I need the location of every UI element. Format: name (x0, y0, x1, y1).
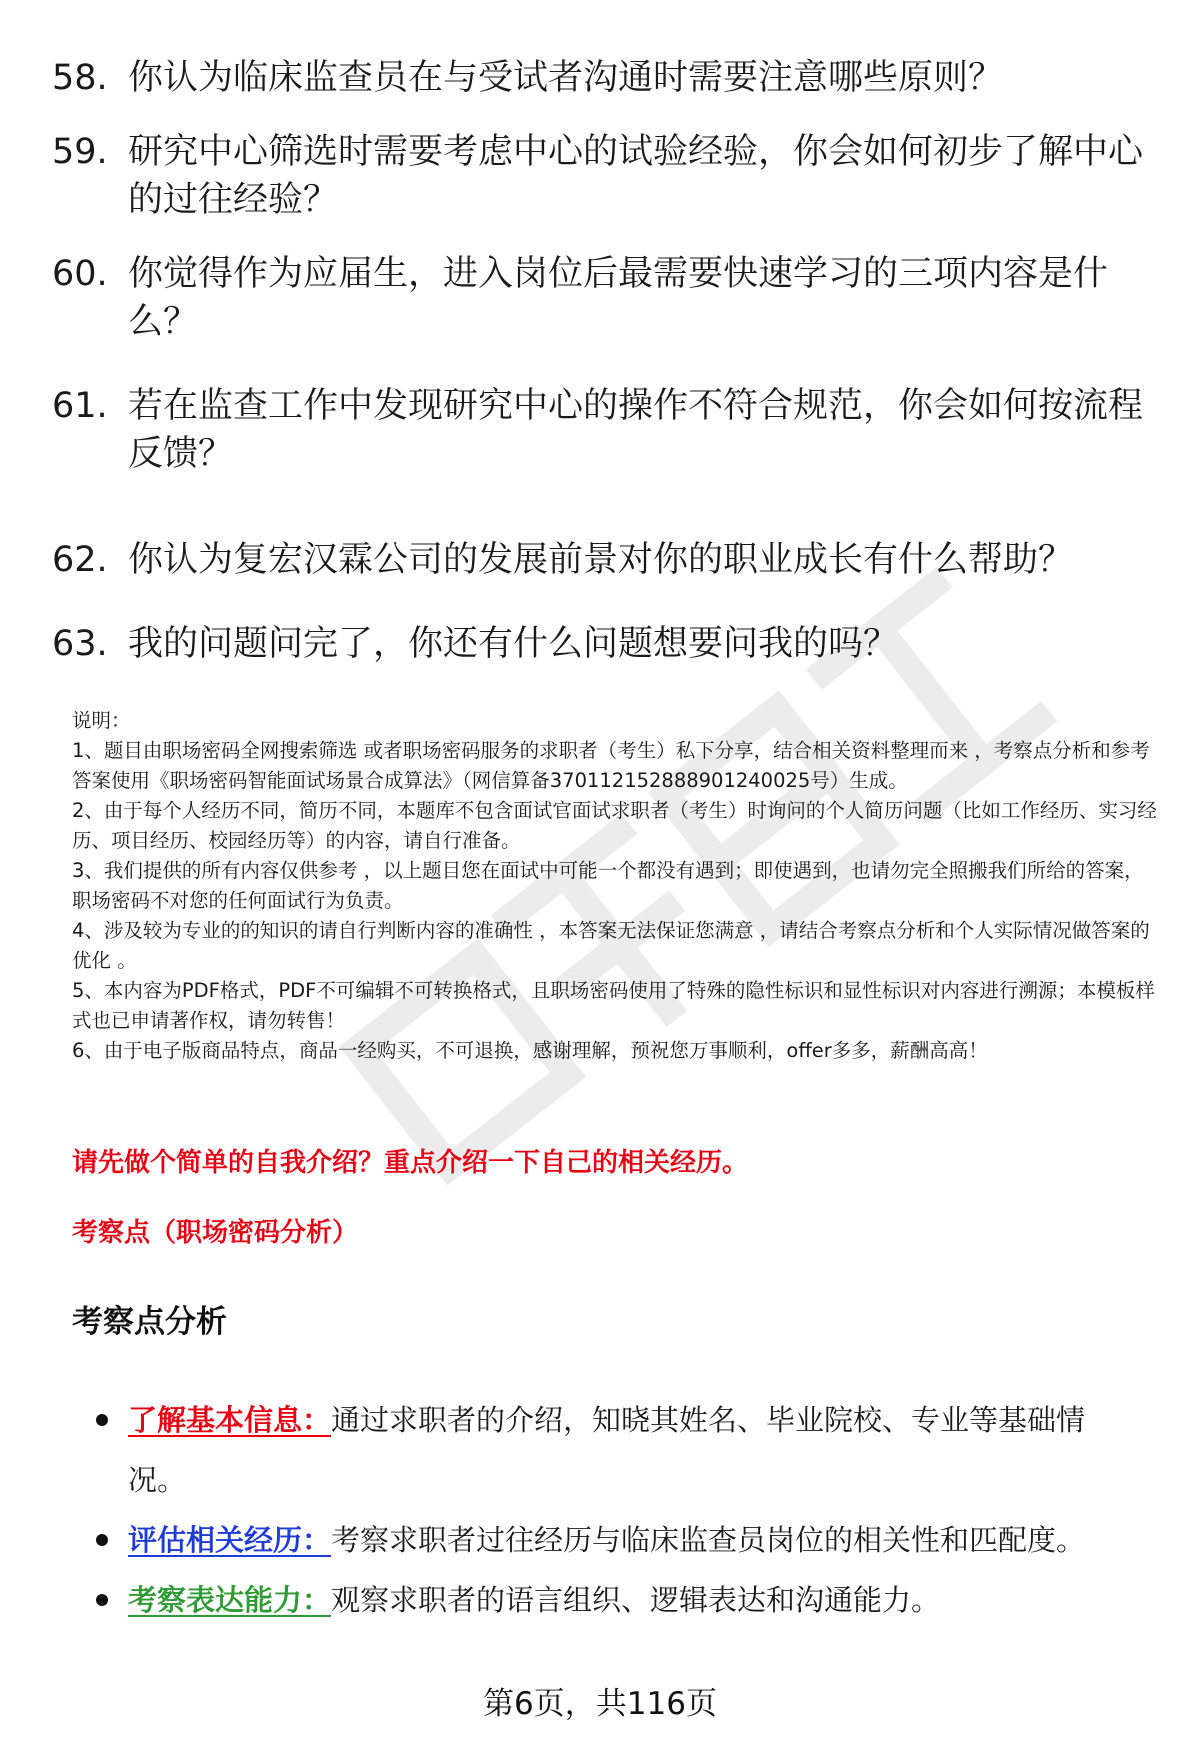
question-item (52, 54, 1152, 102)
question-number: 61. (52, 386, 108, 426)
note-item: 4、涉及较为专业的的知识的请自行判断内容的准确性 ，本答案无法保证您满意 ，请结合考察点分析和个人实际情况做答案的优化 。 (72, 919, 1150, 972)
question-item (52, 382, 1152, 478)
notes-heading: 说明： (72, 709, 131, 732)
bullet-label: 评估相关经历： (128, 1523, 332, 1557)
note-item: 5、本内容为PDF格式，PDF不可编辑不可转换格式，且职场密码使用了特殊的隐性标识和显性标识对内容进行溯源；本模板样式也已申请著作权，请勿转售！ (72, 979, 1155, 1032)
bullet-label: 考察表达能力： (128, 1583, 332, 1617)
question-number: 59. (52, 132, 108, 172)
question-item (52, 536, 1152, 584)
bullet-dot-icon (96, 1414, 108, 1426)
bullet-text: 考察求职者过往经历与临床监查员岗位的相关性和匹配度。 (331, 1523, 1086, 1557)
note-item: 3、我们提供的所有内容仅供参考 ，以上题目您在面试中可能一个都没有遇到；即使遇到，也请勿完全照搬我们所给的答案，职场密码不对您的任何面试行为负责。 (72, 859, 1144, 912)
list-item (96, 1510, 1136, 1570)
bullet-text: 通过求职者的介绍，知晓其姓名、毕业院校、专业等基础情况。 (128, 1403, 1086, 1497)
kaocha-label: 考察点（职场密码分析） (72, 1218, 359, 1248)
question-text: 我的问题问完了，你还有什么问题想要问我的吗？ (128, 624, 899, 664)
question-number: 58. (52, 58, 108, 98)
analysis-list (96, 1390, 1136, 1630)
list-item (96, 1390, 1136, 1510)
note-item: 2、由于每个人经历不同，简历不同，本题库不包含面试官面试求职者（考生）时询问的个人简历问题（比如工作经历、实习经历、项目经历、校园经历等）的内容，请自行准备。 (72, 799, 1157, 852)
note-item: 6、由于电子版商品特点，商品一经购买，不可退换，感谢理解，预祝您万事顺利，offer多多，薪酬高高！ (72, 1039, 988, 1062)
bullet-dot-icon (96, 1594, 108, 1606)
question-text: 你认为复宏汉霖公司的发展前景对你的职业成长有什么帮助？ (128, 540, 1074, 580)
analysis-title: 考察点分析 (72, 1304, 227, 1340)
question-text: 研究中心筛选时需要考虑中心的试验经验，你会如何初步了解中心的过往经验？ (128, 132, 1144, 220)
question-item (52, 250, 1152, 346)
question-item (52, 620, 1152, 668)
note-item: 1、题目由职场密码全网搜索筛选 或者职场密码服务的求职者（考生）私下分享，结合相关资料整理而来 ，考察点分析和参考答案使用《职场密码智能面试场景合成算法》（网信算备370112152888901240025号）生成。 (72, 739, 1150, 792)
intro-question: 请先做个简单的自我介绍？重点介绍一下自己的相关经历。 (72, 1148, 749, 1178)
bullet-dot-icon (96, 1534, 108, 1546)
question-item (52, 128, 1152, 224)
question-text: 若在监查工作中发现研究中心的操作不符合规范，你会如何按流程反馈？ (128, 386, 1144, 474)
list-item (96, 1570, 1136, 1630)
bullet-text: 观察求职者的语言组织、逻辑表达和沟通能力。 (331, 1583, 941, 1617)
page-footer: 第6页，共116页 (483, 1686, 717, 1722)
question-number: 60. (52, 254, 108, 294)
question-text: 你认为临床监查员在与受试者沟通时需要注意哪些原则？ (128, 58, 1004, 98)
question-number: 62. (52, 540, 108, 580)
bullet-label: 了解基本信息： (128, 1403, 332, 1437)
question-number: 63. (52, 624, 108, 664)
notes-block (72, 706, 1162, 1066)
question-text: 你觉得作为应届生，进入岗位后最需要快速学习的三项内容是什么？ (128, 254, 1109, 342)
